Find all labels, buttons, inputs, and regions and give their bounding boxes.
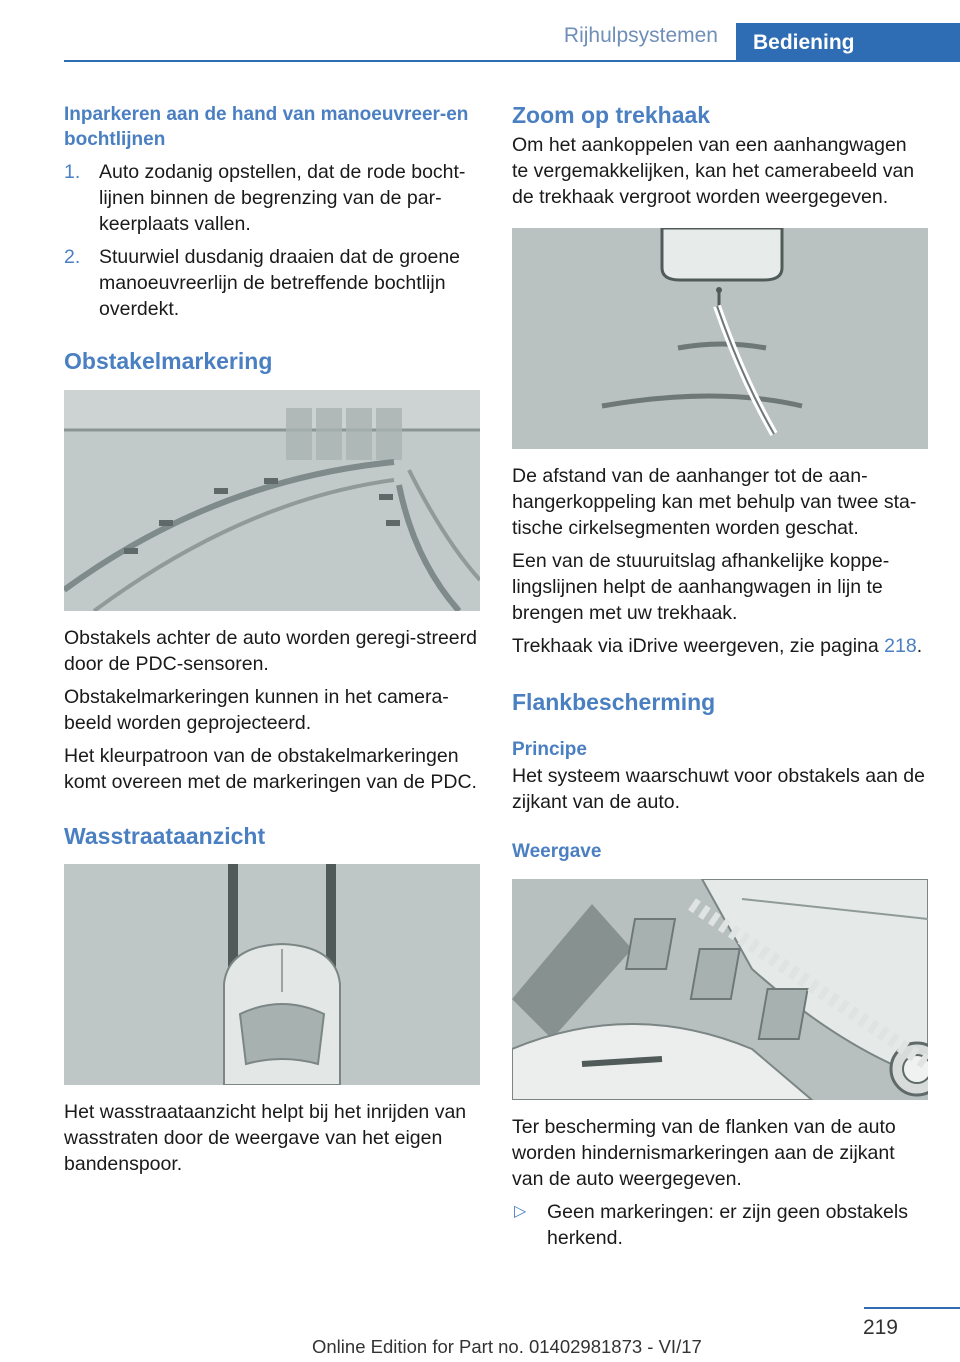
tow-hitch-zoom-image bbox=[512, 228, 928, 449]
right-column bbox=[512, 100, 928, 1251]
obstacle-paragraph-2: Obstakelmarkeringen kunnen in het camera-beeld worden geprojecteerd. bbox=[64, 686, 449, 734]
step-text: Auto zodanig opstellen, dat de rode bocht-lijnen binnen de begrenzing van de par-keerplaats vallen. bbox=[99, 161, 466, 235]
triangle-bullet-icon: ▷ bbox=[514, 1203, 527, 1220]
step-item bbox=[64, 159, 480, 237]
car-wash-view-image bbox=[64, 864, 480, 1085]
heading-display: Weergave bbox=[512, 841, 602, 862]
heading-zoom-tow-hitch: Zoom op trekhaak bbox=[512, 102, 711, 128]
subheading-parking-lines: Inparkeren aan de hand van manoeuvreer-en bochtlijnen bbox=[64, 104, 469, 150]
zoom-paragraph-3: Een van de stuuruitslag afhankelijke koppe-lingslijnen helpt de aanhangwagen in lijn te brengen met uw trekhaak. bbox=[512, 550, 890, 624]
step-text: Stuurwiel dusdanig draaien dat de groene manoeuvreerlijn de betreffende bochtlijn overdekt. bbox=[99, 246, 461, 320]
zoom-paragraph-2: De afstand van de aanhanger tot de aan-hangerkoppeling kan met behulp van twee sta-tische cirkelsegmenten worden geschat. bbox=[512, 465, 917, 539]
heading-principle: Principe bbox=[512, 739, 587, 760]
page-header bbox=[0, 0, 960, 62]
display-paragraph: Ter bescherming van de flanken van de auto worden hindernismarkeringen aan de zijkant van de auto weergegeven. bbox=[512, 1116, 896, 1190]
step-number: 1. bbox=[64, 161, 81, 183]
edition-note: Online Edition for Part no. 01402981873 - VI/17 bbox=[312, 1336, 702, 1357]
chapter-tab: Bediening bbox=[736, 23, 960, 62]
steps-list bbox=[64, 159, 480, 322]
principle-paragraph: Het systeem waarschuwt voor obstakels aan de zijkant van de auto. bbox=[512, 765, 925, 813]
zoom-paragraph-4 bbox=[512, 633, 928, 659]
car-wash-paragraph: Het wasstraataanzicht helpt bij het inrijden van wasstraten door de weergave van het eigen bandenspoor. bbox=[64, 1101, 467, 1175]
left-column bbox=[64, 100, 480, 1184]
heading-car-wash-view: Wasstraataanzicht bbox=[64, 823, 266, 849]
header-rule bbox=[64, 60, 960, 62]
obstacle-paragraph-3: Het kleurpatroon van de obstakelmarkeringen komt overeen met de markeringen van de PDC. bbox=[64, 745, 477, 793]
section-title: Rijhulpsystemen bbox=[563, 24, 718, 47]
heading-obstacle-marking: Obstakelmarkering bbox=[64, 348, 273, 374]
zoom-reference-text: Trekhaak via iDrive weergeven, zie pagina bbox=[512, 635, 885, 657]
footer-rule bbox=[864, 1307, 960, 1309]
step-item bbox=[64, 244, 480, 322]
page-reference-link[interactable]: 218 bbox=[884, 635, 917, 657]
obstacle-marking-image bbox=[64, 390, 480, 611]
page-number: 219 bbox=[862, 1316, 898, 1339]
zoom-reference-end: . bbox=[916, 635, 923, 657]
zoom-paragraph-1: Om het aankoppelen van een aanhangwagen te vergemakkelijken, kan het camerabeeld van de trekhaak vergroot worden weergegeven. bbox=[512, 134, 915, 208]
side-protection-image bbox=[512, 879, 928, 1100]
obstacle-paragraph-1: Obstakels achter de auto worden geregi-streerd door de PDC-sensoren. bbox=[64, 627, 477, 675]
bullet-text: Geen markeringen: er zijn geen obstakels herkend. bbox=[547, 1201, 908, 1249]
heading-side-protection: Flankbescherming bbox=[512, 689, 716, 715]
bullet-item bbox=[512, 1199, 928, 1251]
step-number: 2. bbox=[64, 246, 81, 268]
